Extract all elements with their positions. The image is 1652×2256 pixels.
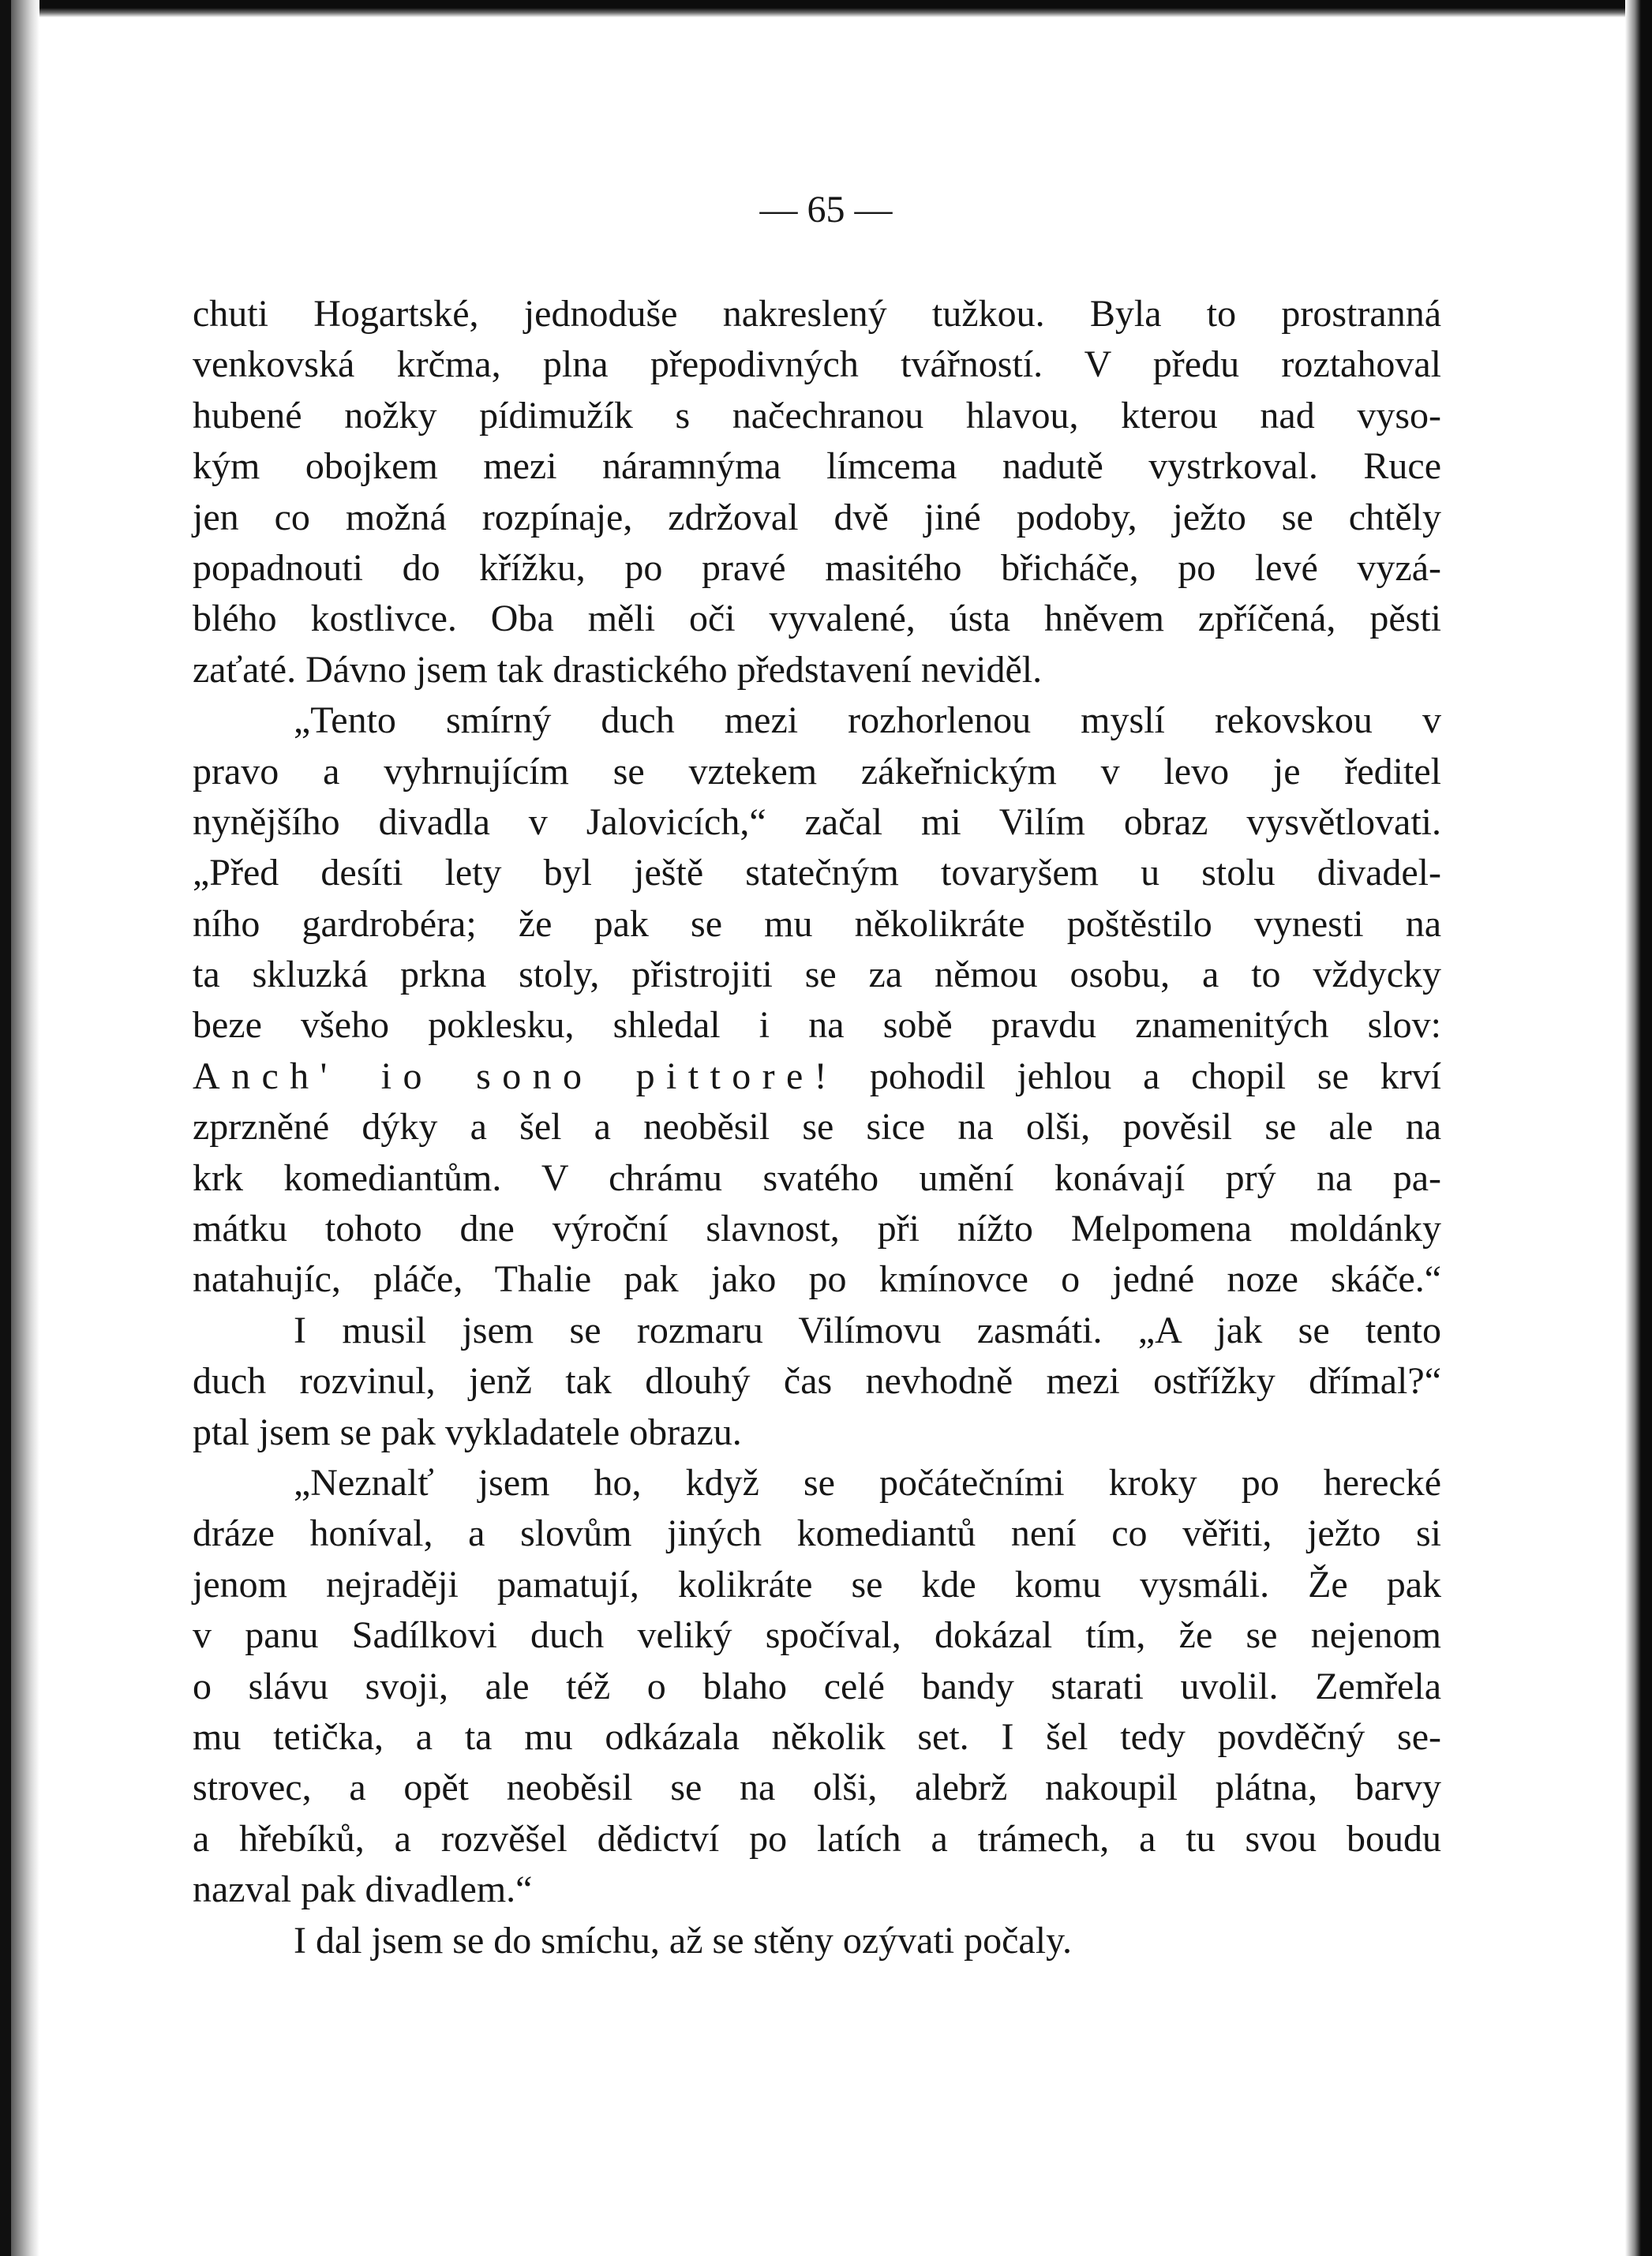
text-line: ta skluzká prkna stoly, přistrojiti se za němou osobu, a to vždycky	[193, 954, 1441, 996]
scan-right-edge	[1625, 0, 1652, 2256]
text-line: o slávu svoji, ale též o blaho celé bandy starati uvolil. Zemřela	[193, 1665, 1441, 1707]
scan-binding-shadow	[11, 0, 39, 2256]
scan-top-edge	[0, 0, 1652, 17]
text-line: kým obojkem mezi náramnýma límcema nadutě vystrkoval. Ruce	[193, 445, 1441, 488]
text-line: blého kostlivce. Oba měli oči vyvalené, ústa hněvem zpříčená, pěsti	[193, 598, 1441, 640]
text-line: I musil jsem se rozmaru Vilímovu zasmáti. „A jak se tento	[294, 1309, 1441, 1351]
text-line: venkovská krčma, plna přepodivných tvářností. V předu roztahoval	[193, 343, 1441, 386]
text-line: ního gardrobéra; že pak se mu několikráte poštěstilo vynesti na	[193, 902, 1441, 945]
text-line: duch rozvinul, jenž tak dlouhý čas nevhodně mezi ostřížky dřímal?“	[193, 1360, 1441, 1403]
text-line: strovec, a opět neoběsil se na olši, alebrž nakoupil plátna, barvy	[193, 1767, 1441, 1809]
text-line: ptal jsem se pak vykladatele obrazu.	[193, 1411, 742, 1453]
text-line: „Neznalť jsem ho, když se počátečními kroky po herecké	[294, 1461, 1441, 1504]
text-line: „Tento smírný duch mezi rozhorlenou myslí rekovskou v	[294, 699, 1441, 742]
body-text	[193, 289, 1441, 1966]
text-line: beze všeho poklesku, shledal i na sobě pravdu znamenitých slov:	[193, 1004, 1441, 1047]
text-line: dráze honíval, a slovům jiných komediantů není co věřiti, ježto si	[193, 1512, 1441, 1555]
text-line	[193, 1051, 1441, 1102]
text-line: nazval pak divadlem.“	[193, 1868, 533, 1911]
text-line: popadnouti do křížku, po pravé masitého břicháče, po levé vyzá-	[193, 546, 1441, 589]
line-continuation: pohodil jehlou a chopil se krví	[838, 1055, 1442, 1097]
text-line: zaťaté. Dávno jsem tak drastického představení neviděl.	[193, 648, 1043, 691]
text-line: hubené nožky pídimužík s načechranou hlavou, kterou nad vyso-	[193, 394, 1441, 437]
text-line: natahujíc, pláče, Thalie pak jako po kmínovce o jedné noze skáče.“	[193, 1258, 1441, 1301]
text-line: I dal jsem se do smíchu, až se stěny ozývati počaly.	[294, 1919, 1072, 1962]
text-line: a hřebíků, a rozvěšel dědictví po latích a trámech, a tu svou boudu	[193, 1817, 1441, 1860]
text-line: mu tetička, a ta mu odkázala několik set. I šel tedy povděčný se-	[193, 1715, 1441, 1758]
text-line: zprzněné dýky a šel a neoběsil se sice na olši, pověsil se ale na	[193, 1106, 1441, 1149]
text-line: v panu Sadílkovi duch veliký spočíval, dokázal tím, že se nejenom	[193, 1614, 1441, 1657]
text-line: nynějšího divadla v Jalovicích,“ začal mi Vilím obraz vysvětlovati.	[193, 800, 1441, 843]
text-line: „Před desíti lety byl ještě statečným tovaryšem u stolu divadel-	[193, 852, 1441, 894]
text-line: jenom nejraději pamatují, kolikráte se kde komu vysmáli. Že pak	[193, 1563, 1441, 1606]
spaced-quotation: Anch' io sono pittore!	[193, 1055, 839, 1097]
scan-left-edge	[0, 0, 11, 2256]
text-line: chuti Hogartské, jednoduše nakreslený tužkou. Byla to prostranná	[193, 293, 1441, 335]
text-line: jen co možná rozpínaje, zdržoval dvě jiné podoby, ježto se chtěly	[193, 496, 1441, 538]
page-number: — 65 —	[759, 189, 893, 230]
text-line: pravo a vyhrnujícím se vztekem zákeřnickým v levo je ředitel	[193, 750, 1441, 793]
text-line: krk komediantům. V chrámu svatého umění konávají prý na pa-	[193, 1156, 1441, 1199]
text-line: mátku tohoto dne výroční slavnost, při nížto Melpomena moldánky	[193, 1208, 1441, 1250]
